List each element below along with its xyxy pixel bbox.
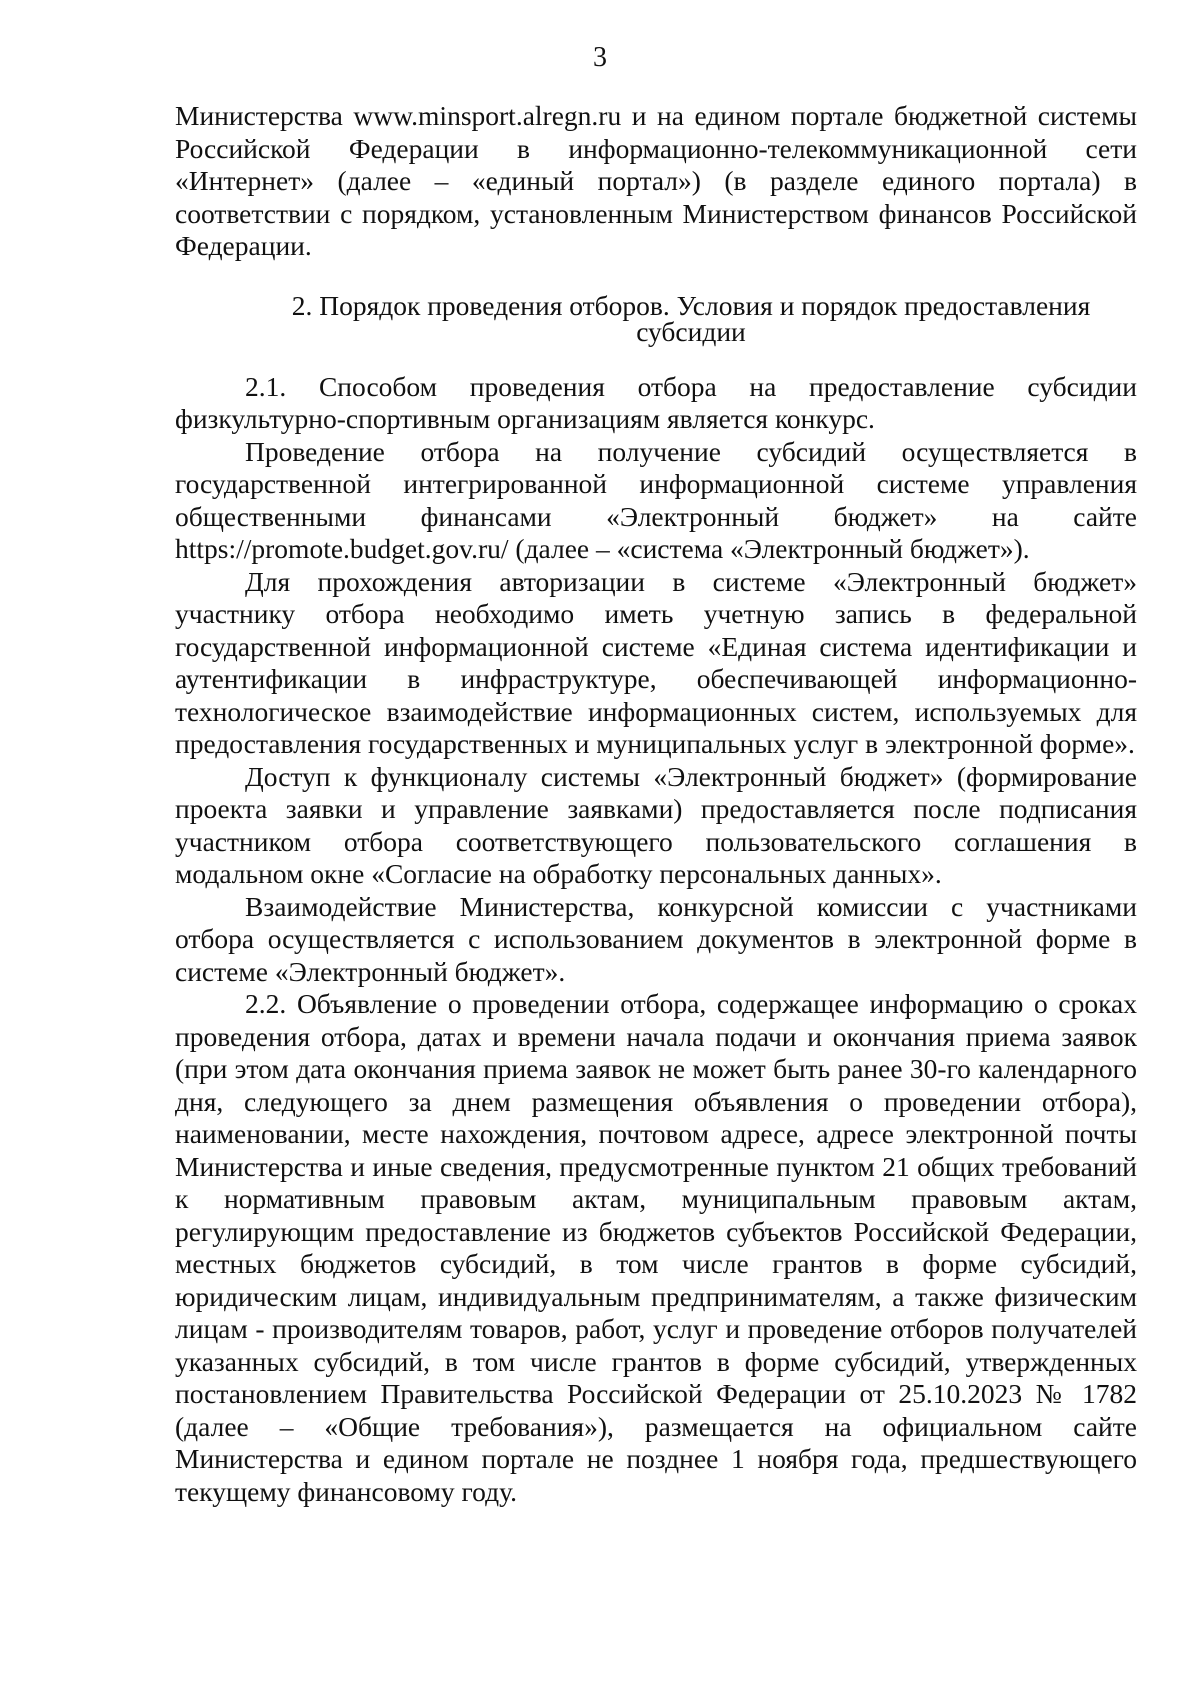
page-number: 3 [593, 42, 607, 73]
section-heading: 2. Порядок проведения отборов. Условия и порядок предоставления субсидии [291, 289, 1091, 347]
paragraph-authorization: Для прохождения авторизации в системе «Электронный бюджет» участнику отбора необходимо иметь учетную запись в федеральной государственной информационной системе «Единая система идентификации и аутентификации в инфраструктуре, обеспечивающей информационно-технологическое взаимодействие информационных систем, используемых для предоставления государственных и муниципальных услуг в электронной форме». [175, 565, 1137, 759]
intro-paragraph: Министерства www.minsport.alregn.ru и на едином портале бюджетной системы Российской Федерации в информационно-телекоммуникационной сети «Интернет» (далее – «единый портал») (в разделе единого портала) в соответствии с порядком, установленным Министерством финансов Российской Федерации. [175, 100, 1137, 261]
document-body [175, 100, 1137, 1508]
paragraph-electronic-budget: Проведение отбора на получение субсидий осуществляется в государственной интегрированной информационной системе управления общественными финансами «Электронный бюджет» на сайте https://promote.budget.gov.ru/ (далее – «система «Электронный бюджет»). [175, 435, 1137, 564]
paragraph-2-1: 2.1. Способом проведения отбора на предоставление субсидии физкультурно-спортивным организациям является конкурс. [175, 370, 1137, 434]
paragraph-access: Доступ к функционалу системы «Электронный бюджет» (формирование проекта заявки и управление заявками) предоставляется после подписания участником отбора соответствующего пользовательского соглашения в модальном окне «Согласие на обработку персональных данных». [175, 760, 1137, 889]
paragraph-interaction: Взаимодействие Министерства, конкурсной комиссии с участниками отбора осуществляется с использованием документов в электронной форме в системе «Электронный бюджет». [175, 890, 1137, 987]
paragraph-2-2: 2.2. Объявление о проведении отбора, содержащее информацию о сроках проведения отбора, датах и времени начала подачи и окончания приема заявок (при этом дата окончания приема заявок не может быть ранее 30-го календарного дня, следующего за днем размещения объявления о проведении отбора), наименовании, месте нахождения, почтовом адресе, адресе электронной почты Министерства и иные сведения, предусмотренные пунктом 21 общих требований к нормативным правовым актам, муниципальным правовым актам, регулирующим предоставление из бюджетов субъектов Российской Федерации, местных бюджетов субсидий, в том числе грантов в форме субсидий, юридическим лицам, индивидуальным предпринимателям, а также физическим лицам - производителям товаров, работ, услуг и проведение отборов получателей указанных субсидий, в том числе грантов в форме субсидий, утвержденных постановлением Правительства Российской Федерации от 25.10.2023 № 1782 (далее – «Общие требования»), размещается на официальном сайте Министерства и едином портале не позднее 1 ноября года, предшествующего текущему финансовому году. [175, 988, 1137, 1507]
